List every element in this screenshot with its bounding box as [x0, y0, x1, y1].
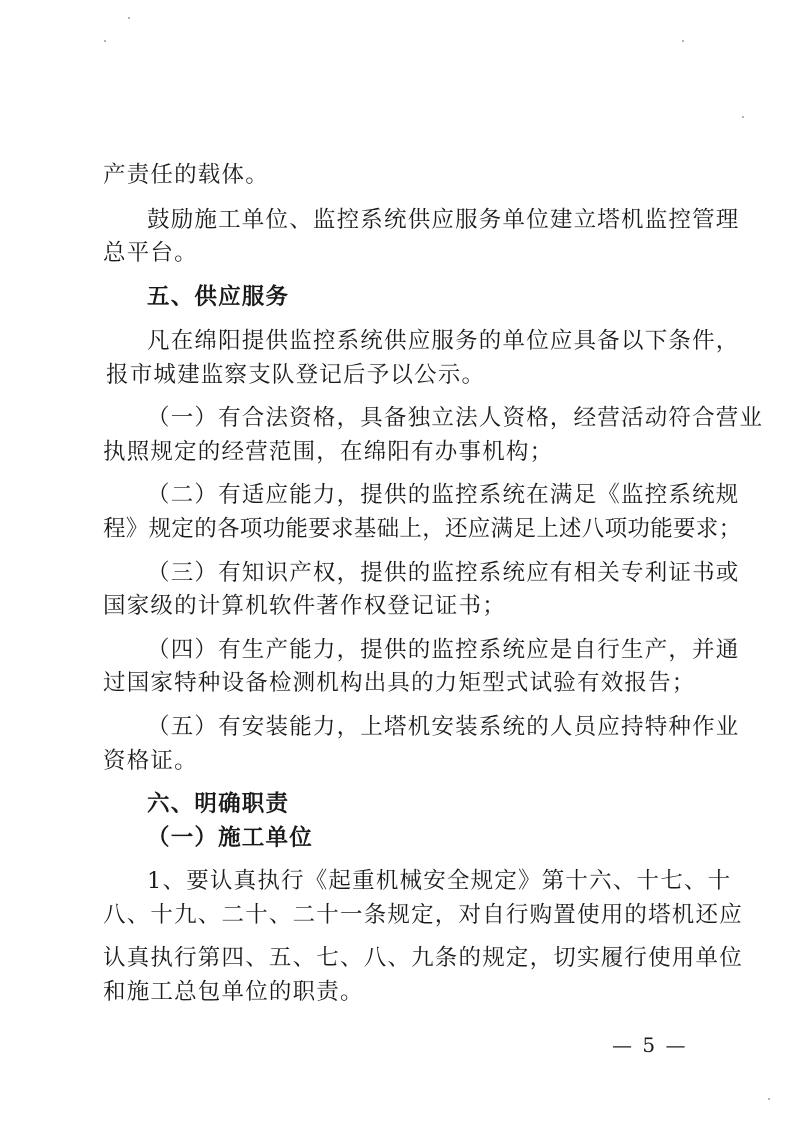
subsection-heading: （一）施工单位	[147, 825, 313, 851]
paragraph-line: 过国家特种设备检测机构出具的力矩型式试验有效报告；	[103, 670, 696, 696]
section-heading: 五、供应服务	[147, 284, 290, 310]
paragraph-line: 资格证。	[103, 748, 198, 774]
paragraph-line: 程》规定的各项功能要求基础上，还应满足上述八项功能要求；	[103, 516, 742, 542]
paragraph-line: 鼓励施工单位、监控系统供应服务单位建立塔机监控管理	[147, 207, 740, 233]
paragraph-line: 1、要认真执行《起重机械安全规定》第十六、十七、十	[147, 868, 732, 894]
scan-speck	[682, 40, 684, 42]
paragraph-line: （五）有安装能力，上塔机安装系统的人员应持特种作业	[147, 714, 740, 740]
scan-speck	[128, 17, 130, 19]
paragraph-line: 报市城建监察支队登记后予以公示。	[106, 362, 486, 388]
paragraph-line: 凡在绵阳提供监控系统供应服务的单位应具备以下条件，	[147, 328, 740, 354]
paragraph-line: （一）有合法资格，具备独立法人资格，经营活动符合营业	[147, 405, 764, 431]
paragraph-line: 认真执行第四、五、七、八、九条的规定，切实履行使用单位	[103, 945, 743, 971]
paragraph-line: （四）有生产能力，提供的监控系统应是自行生产，并通	[147, 637, 740, 663]
page-number: — 5 —	[612, 1033, 688, 1057]
scan-speck	[742, 116, 744, 118]
paragraph-line: 八、十九、二十、二十一条规定，对自行购置使用的塔机还应	[103, 902, 743, 928]
section-heading: 六、明确职责	[147, 791, 290, 817]
scan-speck	[104, 40, 106, 42]
paragraph-line: 执照规定的经营范围，在绵阳有办事机构；	[103, 439, 554, 465]
scan-speck	[768, 1098, 770, 1100]
paragraph-line: 总平台。	[103, 240, 198, 266]
paragraph-line: 国家级的计算机软件著作权登记证书；	[103, 593, 506, 619]
paragraph-line: 和施工总包单位的职责。	[103, 979, 364, 1005]
paragraph-line: （三）有知识产权，提供的监控系统应有相关专利证书或	[147, 560, 740, 586]
paragraph-line: 产责任的载体。	[103, 162, 269, 188]
paragraph-line: （二）有适应能力，提供的监控系统在满足《监控系统规	[147, 482, 740, 508]
